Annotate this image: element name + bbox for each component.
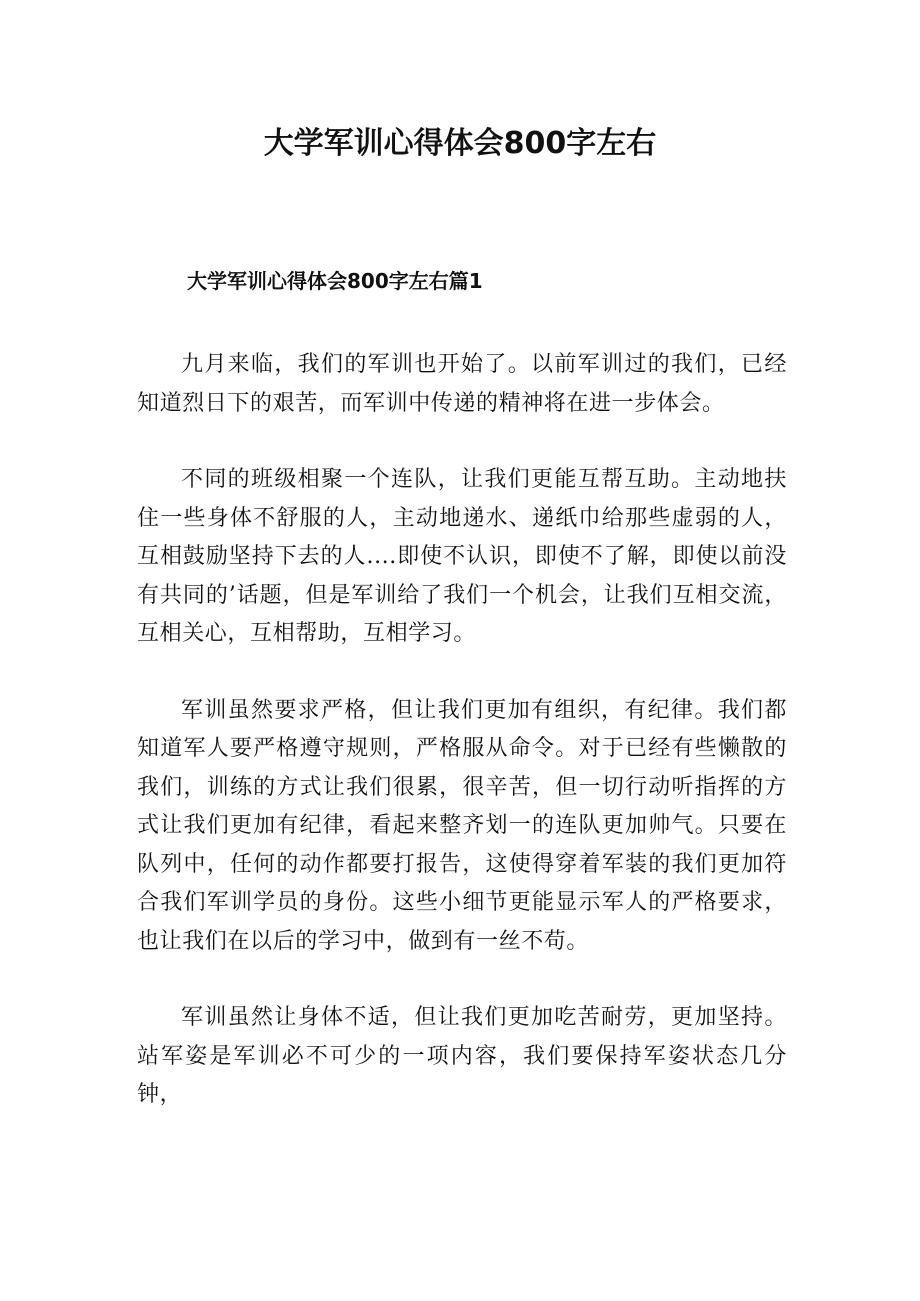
document-body — [137, 346, 787, 1153]
section-heading: 大学军训心得体会800字左右篇1 — [187, 269, 483, 293]
paragraph-3: 军训虽然要求严格，但让我们更加有组织，有纪律。我们都知道军人要严格遵守规则，严格服从命令。对于已经有些懒散的我们，训练的方式让我们很累，很辛苦，但一切行动听指挥的方式让我们更加有纪律，看起来整齐划一的连队更加帅气。只要在队列中，任何的动作都要打报告，这使得穿着军装的我们更加符合我们军训学员的身份。这些小细节更能显示军人的严格要求，也让我们在以后的学习中，做到有一丝不苟。 — [137, 697, 787, 954]
paragraph-2: 不同的班级相聚一个连队，让我们更能互帮互助。主动地扶住一些身体不舒服的人，主动地递水、递纸巾给那些虚弱的人，互相鼓励坚持下去的人....即使不认识，即使不了解，即使以前没有共同的’话题，但是军训给了我们一个机会，让我们互相交流，互相关心，互相帮助，互相学习。 — [137, 467, 787, 646]
paragraph-4: 军训虽然让身体不适，但让我们更加吃苦耐劳，更加坚持。站军姿是军训必不可少的一项内容，我们要保持军姿状态几分钟， — [137, 1005, 787, 1107]
paragraph-1: 九月来临，我们的军训也开始了。以前军训过的我们，已经知道烈日下的艰苦，而军训中传递的精神将在进一步体会。 — [137, 352, 787, 416]
document-title: 大学军训心得体会800字左右 — [263, 126, 657, 161]
